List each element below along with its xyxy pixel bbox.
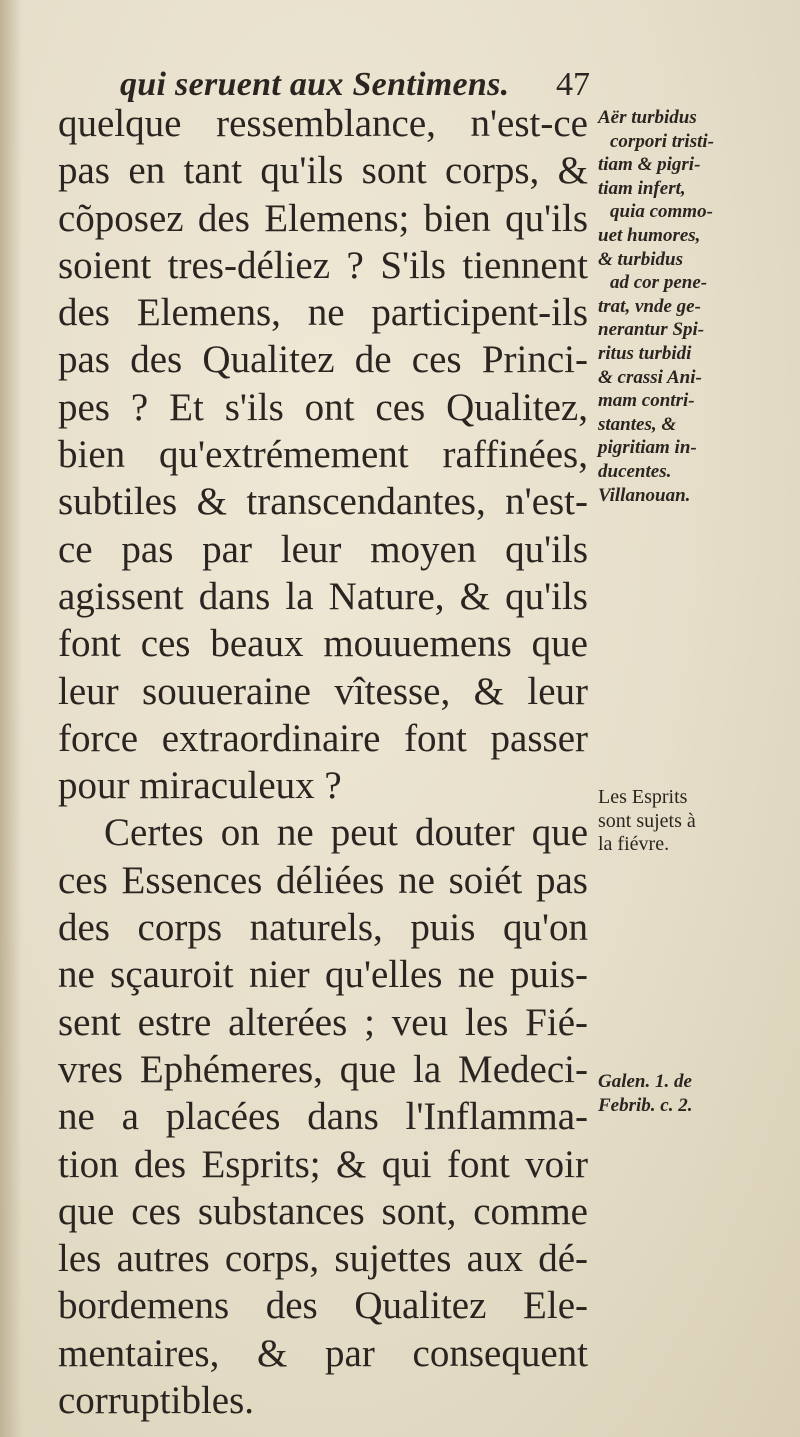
margin-note-line: tiam & pigri- [598,154,701,176]
text-line: subtiles & transcendantes, n'est- [58,480,588,524]
margin-note-line: corpori tristi- [610,130,714,152]
text-line: tion des Esprits; & qui font voir [58,1142,588,1186]
text-line: ces Essences déliées ne soiét pas [58,858,588,902]
text-line: des Elemens, ne participent-ils [58,291,588,335]
text-line: vres Ephémeres, que la Medeci- [58,1047,588,1091]
text-line: pes ? Et s'ils ont ces Qualitez, [58,385,588,429]
margin-note-line: & turbidus [598,248,684,270]
text-line: ce pas par leur moyen qu'ils [58,527,588,571]
text-line: force extraordinaire font passer [58,716,588,760]
margin-note-line: Aër turbidus [598,107,697,128]
margin-note-latin-quote [598,106,793,507]
text-line: Certes on ne peut douter que [104,811,588,855]
margin-note-line: ad cor pene- [610,272,708,294]
margin-note-line: & crassi Ani- [598,366,702,388]
text-line: soient tres-déliez ? S'ils tiennent [58,243,588,287]
text-line: agissent dans la Nature, & qu'ils [58,574,588,618]
text-line: les autres corps, sujettes aux dé- [58,1237,588,1281]
margin-note-line: tiam infert, [598,177,686,199]
text-line: ne a placées dans l'Inflamma- [58,1095,588,1139]
text-line: bordemens des Qualitez Ele- [58,1284,588,1328]
margin-note-line: nerantur Spi- [598,319,705,341]
text-line: pas des Qualitez de ces Princi- [58,338,588,382]
text-line: pas en tant qu'ils sont corps, & [58,149,588,193]
margin-note-line: ducentes. [598,460,672,482]
text-line: que ces substances sont, comme [58,1189,588,1233]
text-line: des corps naturels, puis qu'on [58,906,588,950]
margin-note-line: la fiévre. [598,833,670,856]
margin-note-line: sont sujets à [598,809,696,832]
gutter-shadow [0,0,22,1437]
margin-note-line: stantes, & [598,413,677,435]
page-number: 47 [556,66,590,103]
margin-note-line: Les Esprits [598,786,688,808]
text-line: cõposez des Elemens; bien qu'ils [58,196,588,240]
margin-note-citation [598,1070,793,1117]
text-line: bien qu'extrémement raffinées, [58,433,588,477]
margin-note-line: trat, vnde ge- [598,295,701,317]
text-line: corruptibles. [58,1379,255,1423]
margin-note-line: uet humores, [598,224,701,246]
margin-note-line: Villanouan. [598,484,691,506]
text-line: font ces beaux mouuemens que [58,622,588,666]
running-title: qui seruent aux Sentimens. [120,66,510,103]
text-line: mentaires, & par consequent [58,1331,588,1375]
margin-note-line: Febrib. c. 2. [598,1094,693,1116]
margin-note-line: quia commo- [610,201,713,223]
text-line: leur souueraine vîtesse, & leur [58,669,588,713]
main-text [58,100,588,1424]
text-line: sent estre alterées ; veu les Fié- [58,1000,588,1044]
margin-note-line: pigritiam in- [598,437,697,459]
margin-note-line: ritus turbidi [598,342,692,364]
text-line: quelque ressemblance, n'est-ce [58,102,588,145]
margin-note-line: mam contri- [598,390,695,412]
margin-note-esprits [598,786,793,857]
margin-note-line: Galen. 1. de [598,1071,692,1092]
text-line: ne sçauroit nier qu'elles ne puis- [58,953,588,997]
text-line: pour miraculeux ? [58,764,342,808]
